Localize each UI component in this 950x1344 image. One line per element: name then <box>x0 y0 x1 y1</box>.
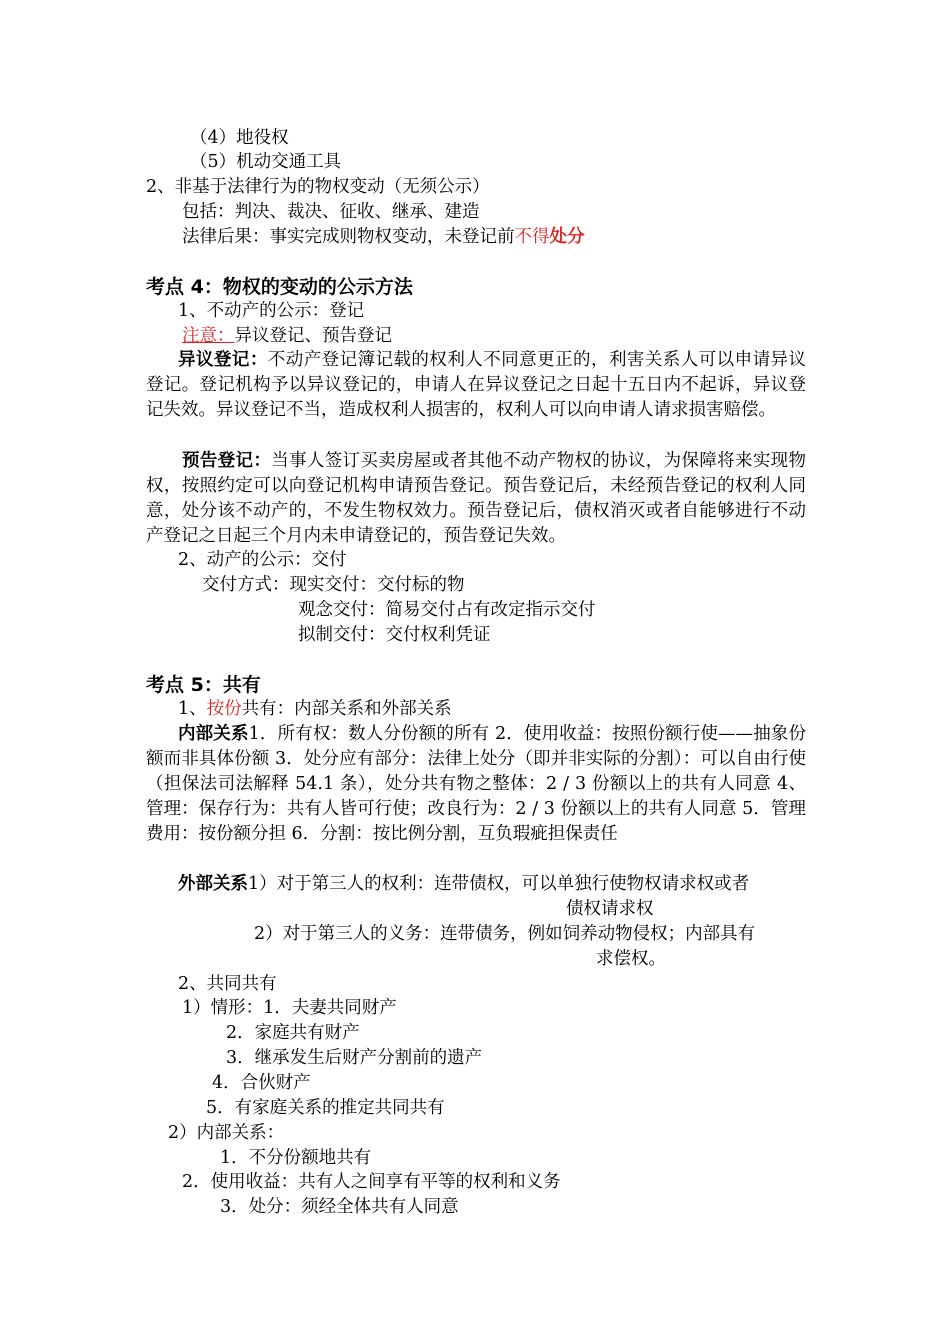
objection-label: 异议登记： <box>178 350 268 370</box>
external-text-1-cont: 债权请求权 <box>566 899 654 919</box>
delivery-method-line: 交付方式：现实交付：交付标的物 <box>202 575 465 595</box>
section-item-2: 2、非基于法律行为的物权变动（无须公示） <box>146 177 490 197</box>
note-label: 注意： <box>182 326 235 346</box>
disposal-text: 处分 <box>549 227 585 247</box>
external-text-1: 1）对于第三人的权利：连带债权，可以单独行使物权请求权或者 <box>248 874 750 894</box>
advance-notice-label: 预告登记： <box>182 451 272 471</box>
includes-line: 包括：判决、裁决、征收、继承、建造 <box>182 202 480 222</box>
legal-consequence-line <box>182 225 585 249</box>
joint-disposal: 3．处分：须经全体共有人同意 <box>220 1197 459 1217</box>
note-text: 异议登记、预告登记 <box>234 326 392 346</box>
share-rest-text: 共有：内部关系和外部关系 <box>241 699 452 719</box>
note-line <box>182 324 392 348</box>
internal-label: 内部关系 <box>178 724 249 744</box>
situation-inheritance: 3．继承发生后财产分割前的遗产 <box>226 1048 483 1068</box>
share-coownership-line <box>178 697 452 721</box>
external-label: 外部关系 <box>178 874 248 894</box>
heading-point-4: 考点 4：物权的变动的公示方法 <box>146 276 413 298</box>
situation-partnership: 4．合伙财产 <box>212 1073 311 1093</box>
item-number: 1、 <box>178 699 207 719</box>
paragraph-objection-registration <box>146 348 806 423</box>
paragraph-internal-relations <box>146 722 806 847</box>
list-item-motor-vehicle: （5）机动交通工具 <box>190 152 342 172</box>
joint-use-benefit: 2．使用收益：共有人之间享有平等的权利和义务 <box>182 1172 561 1192</box>
heading-point-5: 考点 5：共有 <box>146 674 261 696</box>
internal-relations-heading: 2）内部关系： <box>168 1123 285 1143</box>
internal-text: 1．所有权：数人分份额的所有 2．使用收益：按照份额行使——抽象份额而非具体份额 3．处分应有部分：法律上处分（即并非实际的分割）：可以自由行使（担保法司法解释 54.1 条），处分共有物之整体：2 / 3 份额以上的共有人同意 4、管理：保存行为：共有人皆可行使；改良行为：2 / 3 份额以上的共有人同意 5．管理费用：按份额分担 6．分割：按比例分割，互负瑕疵担保责任 <box>146 724 806 844</box>
by-share-text: 按份 <box>206 699 242 719</box>
situation-line: 1）情形：1．夫妻共同财产 <box>182 998 397 1018</box>
constructive-delivery-line: 观念交付：简易交付占有改定指示交付 <box>298 600 596 620</box>
paragraph-advance-notice <box>146 449 806 549</box>
legal-consequence-text: 法律后果：事实完成则物权变动，未登记前 <box>182 227 515 247</box>
movable-publicity-line: 2、动产的公示：交付 <box>178 550 347 570</box>
joint-undivided: 1．不分份额地共有 <box>220 1148 372 1168</box>
external-text-2-cont: 求偿权。 <box>596 949 666 969</box>
external-relations-line <box>178 872 749 896</box>
joint-coownership-line: 2、共同共有 <box>178 974 277 994</box>
external-text-2: 2）对于第三人的义务：连带债务，例如饲养动物侵权；内部具有 <box>254 924 756 944</box>
situation-family: 2．家庭共有财产 <box>226 1023 360 1043</box>
situation-presumed: 5．有家庭关系的推定共同共有 <box>206 1098 445 1118</box>
advance-notice-text: 当事人签订买卖房屋或者其他不动产物权的协议，为保障将来实现物权，按照约定可以向登记机构申请预告登记。预告登记后，未经预告登记的权利人同意，处分该不动产的，不发生物权效力。预告登记后，债权消灭或者自能够进行不动产登记之日起三个月内未申请登记的，预告登记失效。 <box>146 451 807 546</box>
list-item-easement: （4）地役权 <box>190 128 289 148</box>
symbolic-delivery-line: 拟制交付：交付权利凭证 <box>298 625 491 645</box>
immovable-publicity-line: 1、不动产的公示：登记 <box>178 301 365 321</box>
not-allowed-text: 不得 <box>514 227 550 247</box>
objection-text: 不动产登记簿记载的权利人不同意更正的，利害关系人可以申请异议登记。登记机构予以异议登记的，申请人在异议登记之日起十五日内不起诉，异议登记失效。异议登记不当，造成权利人损害的，权利人可以向申请人请求损害赔偿。 <box>146 350 806 420</box>
